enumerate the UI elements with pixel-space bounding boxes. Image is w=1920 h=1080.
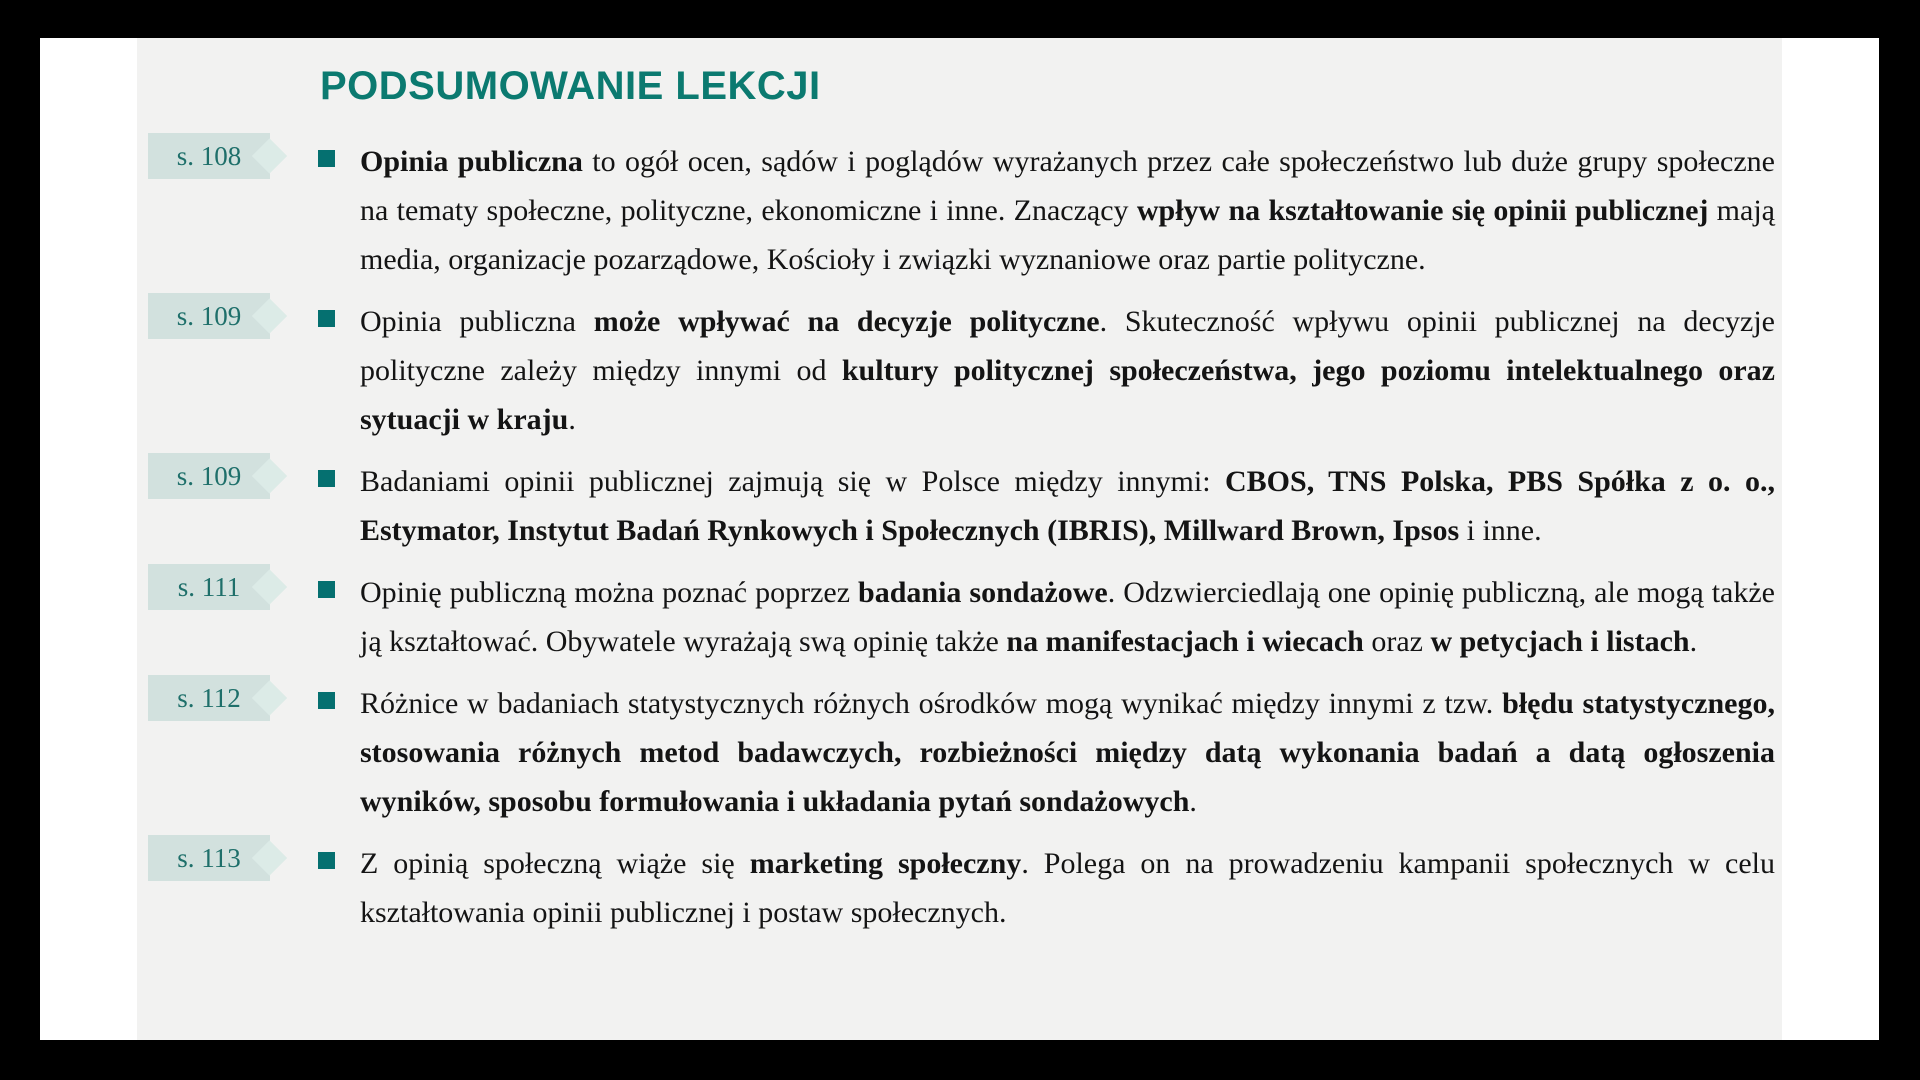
square-bullet-icon: [318, 581, 335, 598]
text-segment: . Polega on na prowadzeniu kampanii społecznych w celu kształtowania opinii publicznej i postaw społecznych.: [360, 847, 1775, 929]
page-ref-column: [137, 568, 318, 666]
page-ref-column: [137, 839, 318, 937]
bold-text-segment: wpływ na kształtowanie się opinii publicznej: [1136, 194, 1709, 227]
page-ref-label: s. 108: [176, 140, 242, 171]
page-ref-column: [137, 457, 318, 555]
page-ref-label: s. 111: [177, 571, 241, 602]
page-ref-tag: [148, 564, 270, 610]
text-segment: Badaniami opinii publicznej zajmują się w Polsce między innymi:: [360, 465, 1225, 498]
summary-text: [360, 568, 1775, 666]
tag-arrow-icon: [252, 680, 287, 715]
text-segment: oraz: [1363, 625, 1431, 658]
bold-text-segment: marketing społeczny: [749, 847, 1022, 880]
page-ref-tag: [148, 453, 270, 499]
square-bullet-icon: [318, 692, 335, 709]
square-bullet-icon: [318, 470, 335, 487]
tag-arrow-icon: [252, 138, 287, 173]
bold-text-segment: błędu statystycznego, stosowania różnych metod badawczych, rozbieżności między datą wykonania badań a datą ogłoszenia wyników, sposobu formułowania i układania pytań sondażowych: [360, 687, 1775, 818]
summary-text: [360, 297, 1775, 444]
page-ref-tag: [148, 133, 270, 179]
tag-arrow-icon: [252, 840, 287, 875]
page-ref-label: s. 109: [176, 460, 242, 491]
summary-item: [137, 137, 1775, 284]
bullet-column: [318, 297, 360, 444]
text-segment: i inne.: [1459, 514, 1542, 547]
page-ref-tag: [148, 835, 270, 881]
text-segment: . Odzwierciedlają one opinię publiczną, ale mogą także ją kształtować. Obywatele wyrażają swą opinię także: [360, 576, 1775, 658]
summary-text: [360, 839, 1775, 937]
bullet-column: [318, 568, 360, 666]
bold-text-segment: badania sondażowe: [858, 576, 1108, 609]
page-ref-column: [137, 137, 318, 284]
summary-panel: [137, 38, 1782, 1040]
text-segment: .: [1189, 785, 1197, 818]
summary-list: [137, 137, 1775, 937]
bullet-column: [318, 457, 360, 555]
text-segment: Z opinią społeczną wiąże się: [360, 847, 750, 880]
page-ref-column: [137, 297, 318, 444]
text-segment: . Skuteczność wpływu opinii publicznej na decyzje polityczne zależy między innymi od: [360, 305, 1775, 387]
page-ref-label: s. 109: [176, 300, 242, 331]
page-ref-tag: [148, 675, 270, 721]
square-bullet-icon: [318, 150, 335, 167]
summary-item: [137, 679, 1775, 826]
summary-text: [360, 679, 1775, 826]
summary-item: [137, 568, 1775, 666]
text-segment: mają media, organizacje pozarządowe, Kościoły i związki wyznaniowe oraz partie polityczne.: [360, 194, 1775, 276]
page-ref-column: [137, 679, 318, 826]
summary-item: [137, 297, 1775, 444]
text-segment: to ogół ocen, sądów i poglądów wyrażanych przez całe społeczeństwo lub duże grupy społeczne na tematy społeczne, polityczne, ekonomiczne i inne. Znaczący: [360, 145, 1775, 227]
text-segment: Różnice w badaniach statystycznych różnych ośrodków mogą wynikać między innymi z tzw.: [360, 687, 1503, 720]
square-bullet-icon: [318, 852, 335, 869]
page-title: PODSUMOWANIE LEKCJI: [320, 64, 821, 108]
tag-arrow-icon: [252, 298, 287, 333]
bold-text-segment: Opinia publiczna: [360, 145, 583, 178]
text-segment: .: [568, 403, 576, 436]
bold-text-segment: kultury politycznej społeczeństwa, jego poziomu intelektualnego oraz sytuacji w kraju: [360, 354, 1776, 436]
summary-text: [360, 457, 1775, 555]
page-ref-label: s. 112: [177, 682, 241, 713]
bold-text-segment: CBOS, TNS Polska, PBS Spółka z o. o., Estymator, Instytut Badań Rynkowych i Społecznych (IBRIS), Millward Brown, Ipsos: [360, 465, 1775, 547]
square-bullet-icon: [318, 310, 335, 327]
summary-item: [137, 457, 1775, 555]
tag-arrow-icon: [252, 569, 287, 604]
text-segment: .: [1689, 625, 1698, 658]
book-page: [40, 38, 1879, 1040]
summary-item: [137, 839, 1775, 937]
bold-text-segment: może wpływać na decyzje polityczne: [593, 305, 1100, 338]
tag-arrow-icon: [252, 458, 287, 493]
text-segment: Opinia publiczna: [360, 305, 594, 338]
page-ref-tag: [148, 293, 270, 339]
bold-text-segment: w petycjach i listach: [1430, 625, 1690, 658]
bullet-column: [318, 839, 360, 937]
bold-text-segment: na manifestacjach i wiecach: [1006, 625, 1364, 658]
text-segment: Opinię publiczną można poznać poprzez: [360, 576, 859, 609]
bullet-column: [318, 679, 360, 826]
page-ref-label: s. 113: [177, 842, 241, 873]
summary-text: [360, 137, 1775, 284]
bullet-column: [318, 137, 360, 284]
